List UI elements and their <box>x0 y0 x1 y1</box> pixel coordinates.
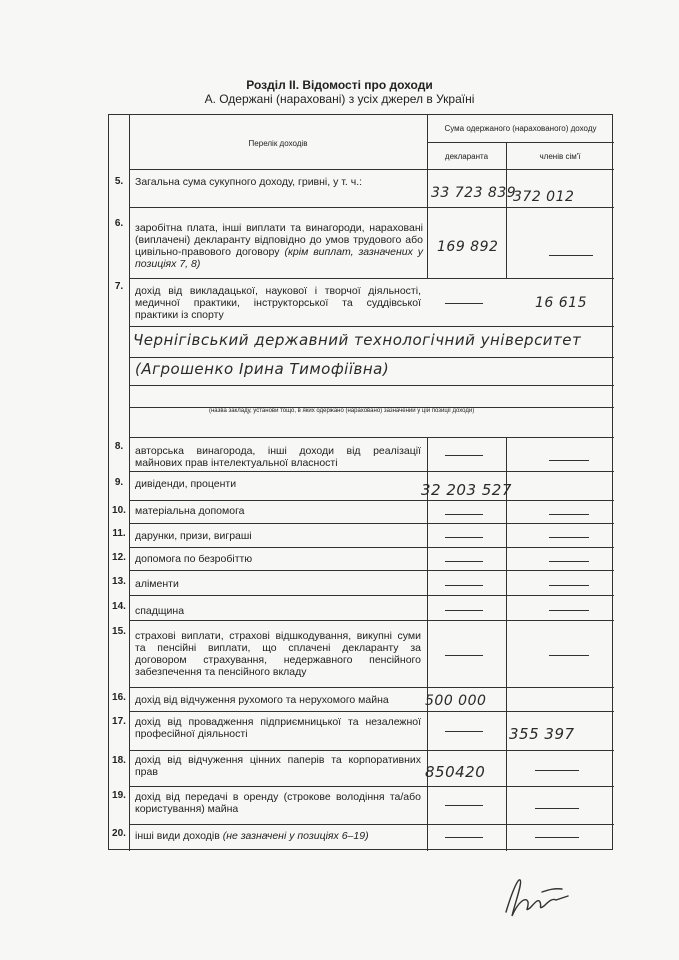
institution-caption: (назва закладу, установи тощо, в яких одержано (нараховано) зазначений у цій позиції доходи) <box>209 408 475 414</box>
row-label: дохід від викладацької, наукової і творчої діяльності, медичної практики, інструкторської та суддівської практики із спорту <box>135 285 421 321</box>
row-number: 11. <box>112 528 126 539</box>
row-label-main: заробітна плата, інші виплати та винагороди, нараховані (виплачені) декларанту відповідно до умов трудового або цивільно-правового договору <box>135 222 423 258</box>
empty-dash <box>549 514 589 515</box>
empty-dash <box>549 255 593 256</box>
row-number: 5. <box>114 176 124 187</box>
institution-person: (Агрошенко Ірина Тимофіївна) <box>135 360 390 378</box>
subsection-title: А. Одержані (нараховані) з усіх джерел в Україні <box>204 92 475 106</box>
row-label: страхові виплати, страхові відшкодування, викупні суми та пенсійні виплати, що сплачені декларанту за договором страхування, недержавного пенсійного забезпечення та пенсійного вкладу <box>135 630 421 678</box>
row-number: 7. <box>114 281 124 292</box>
empty-dash <box>445 610 483 611</box>
row-number: 14. <box>112 601 126 612</box>
empty-dash <box>445 805 483 806</box>
row-number: 15. <box>112 626 126 637</box>
header-family: членів сім'ї <box>539 152 581 161</box>
header-declarant: декларанта <box>444 152 489 161</box>
header-income-list: Перелік доходів <box>248 139 308 148</box>
empty-dash <box>445 731 483 732</box>
row-label: дохід від відчуження цінних паперів та корпоративних прав <box>135 754 421 778</box>
row-number: 6. <box>114 218 124 229</box>
signature-image <box>498 872 578 922</box>
row-label: дохід від провадження підприємницької та незалежної професійної діяльності <box>135 716 421 740</box>
row-number: 13. <box>112 576 126 587</box>
row-label: дохід від передачі в оренду (строкове володіння та/або користування) майна <box>135 791 421 815</box>
row-label-note: (крім виплат, зазначених у позиціях 7, 8) <box>135 246 424 270</box>
empty-dash <box>445 585 483 586</box>
row-label: авторська винагорода, інші доходи від реалізації майнових прав інтелектуальної власності <box>135 445 421 469</box>
row-label: спадщина <box>135 605 185 617</box>
row-label: дивіденди, проценти <box>135 478 237 490</box>
declarant-amount: 169 892 <box>437 239 499 255</box>
empty-dash <box>549 610 589 611</box>
row-label <box>135 830 421 842</box>
empty-dash <box>445 514 483 515</box>
row-label: дарунки, призи, виграші <box>135 530 252 542</box>
family-amount: 16 615 <box>535 295 587 311</box>
family-amount: 372 012 <box>513 189 575 205</box>
empty-dash <box>445 655 483 656</box>
empty-dash <box>445 537 483 538</box>
empty-dash <box>549 655 589 656</box>
row-label-main: інші види доходів <box>135 830 223 842</box>
row-number: 16. <box>112 692 126 703</box>
family-amount: 355 397 <box>509 725 575 743</box>
row-number: 18. <box>112 755 126 766</box>
row-label: Загальна сума сукупного доходу, гривні, у т. ч.: <box>135 176 363 188</box>
row-label: дохід від відчуження рухомого та нерухомого майна <box>135 694 389 706</box>
row-label: аліменти <box>135 578 179 590</box>
declarant-amount: 500 000 <box>425 693 487 709</box>
institution-name: Чернігівський державний технологічний університет <box>133 331 582 349</box>
declarant-amount: 33 723 839 <box>431 185 517 201</box>
empty-dash <box>445 561 483 562</box>
row-label-note: (не зазначені у позиціях 6–19) <box>222 830 369 842</box>
row-number: 19. <box>112 790 126 801</box>
income-table <box>108 114 613 850</box>
empty-dash <box>535 808 579 809</box>
row-number: 8. <box>114 441 124 452</box>
row-label: допомога по безробіттю <box>135 553 253 565</box>
row-number: 9. <box>114 477 124 488</box>
empty-dash <box>549 537 589 538</box>
row-number: 17. <box>112 716 126 727</box>
empty-dash <box>549 561 589 562</box>
empty-dash <box>445 455 483 456</box>
row-number: 10. <box>112 505 126 516</box>
row-number: 12. <box>112 552 126 563</box>
empty-dash <box>549 460 589 461</box>
row-number: 20. <box>112 828 126 839</box>
declarant-amount: 32 203 527 <box>421 481 512 499</box>
row-label: матеріальна допомога <box>135 505 245 517</box>
header-amount: Сума одержаного (нарахованого) доходу <box>444 124 597 133</box>
empty-dash <box>445 303 483 304</box>
empty-dash <box>445 837 483 838</box>
row-label <box>135 222 423 270</box>
empty-dash <box>549 585 589 586</box>
declarant-amount: 850420 <box>425 763 486 781</box>
empty-dash <box>535 837 579 838</box>
section-title: Розділ ІІ. Відомості про доходи <box>246 78 433 92</box>
empty-dash <box>535 770 579 771</box>
